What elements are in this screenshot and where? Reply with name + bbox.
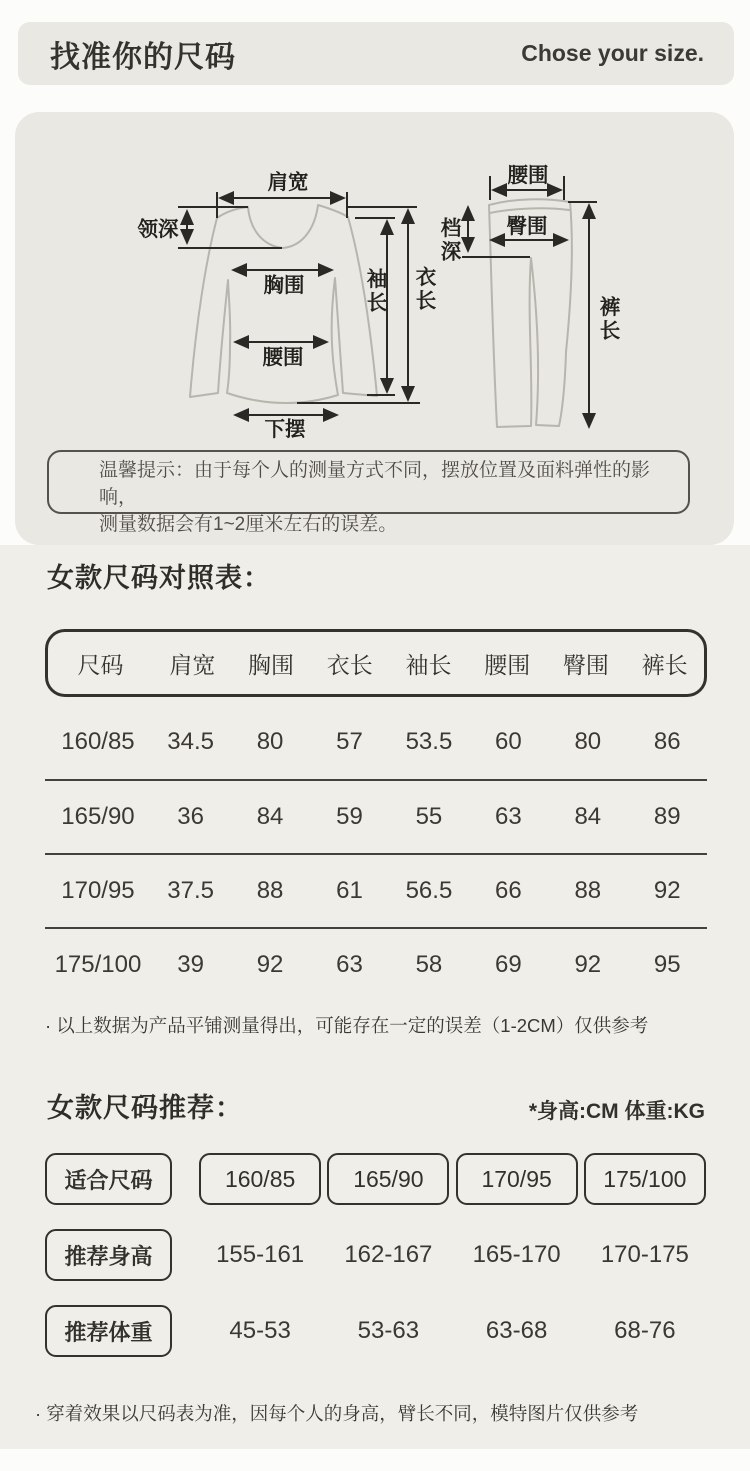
recommended-weight-row — [45, 1305, 709, 1357]
header-cell-hip: 臀围 — [562, 651, 609, 678]
size-table-header-row — [45, 629, 707, 697]
table-cell: 95 — [653, 951, 681, 978]
header-cell-length: 衣长 — [326, 651, 373, 678]
recommendation-rows — [45, 1153, 709, 1357]
rec-height-value: 155-161 — [216, 1241, 305, 1268]
rec-cell — [581, 1305, 709, 1357]
rec-cell — [453, 1305, 581, 1357]
page-title: 找准你的尺码 — [50, 40, 236, 74]
recommended-height-row — [45, 1229, 709, 1281]
rec-size-box: 170/95 — [456, 1153, 578, 1205]
tip-line-1: 温馨提示：由于每个人的测量方式不同，摆放位置及面料弹性的影响， — [99, 460, 651, 508]
table-cell: 61 — [336, 877, 363, 904]
table-row — [45, 705, 707, 779]
table-cell: 63 — [495, 803, 522, 830]
table-row — [45, 927, 707, 1001]
rec-cell — [324, 1229, 452, 1281]
header-cell-shoulder: 肩宽 — [169, 651, 216, 678]
rec-cell — [453, 1153, 581, 1205]
shirt-garment-length-label: 衣长 — [412, 266, 435, 313]
table-cell: 58 — [415, 951, 443, 978]
table-cell: 34.5 — [167, 728, 214, 755]
table-cell: 86 — [653, 728, 681, 755]
table-cell: 63 — [336, 951, 363, 978]
table-cell: 56.5 — [405, 877, 453, 904]
shirt-hem-label: 下摆 — [264, 418, 306, 441]
table-cell: 88 — [256, 877, 284, 904]
table-cell: 53.5 — [405, 728, 453, 755]
rec-weight-value: 45-53 — [229, 1317, 291, 1344]
table-cell: 69 — [495, 951, 522, 978]
table-cell: 80 — [256, 728, 284, 755]
pants-crotch-depth-label: 档深 — [437, 217, 460, 264]
header-cell-waist: 腰围 — [484, 651, 531, 678]
rec-cell — [581, 1229, 709, 1281]
shirt-waist-label: 腰围 — [262, 346, 304, 369]
measurement-card — [15, 112, 734, 545]
header-cell-pants: 裤长 — [641, 651, 688, 678]
size-table — [45, 629, 707, 1001]
size-table-body — [45, 705, 707, 1001]
rec-cell — [453, 1229, 581, 1281]
shirt-sleeve-length-label: 袖长 — [363, 268, 386, 315]
table-cell: 57 — [336, 728, 363, 755]
table-row — [45, 853, 707, 927]
table-cell: 92 — [574, 951, 602, 978]
measurement-diagram — [15, 112, 734, 450]
header-cell-sleeve: 袖长 — [405, 651, 452, 678]
rec-cells — [196, 1305, 709, 1357]
table-cell: 92 — [256, 951, 284, 978]
table-cell: 36 — [177, 803, 204, 830]
header-cell-size: 尺码 — [77, 651, 124, 678]
table-cell: 59 — [336, 803, 363, 830]
rec-size-box: 160/85 — [199, 1153, 321, 1205]
table-cell: 80 — [574, 728, 602, 755]
rec-height-value: 162-167 — [344, 1241, 433, 1268]
dimension-arrows — [178, 176, 597, 426]
recommended-size-row — [45, 1153, 709, 1205]
tip-line-2: 测量数据会有1~2厘米左右的误差。 — [99, 514, 398, 535]
rec-cell — [324, 1305, 452, 1357]
shirt-outline — [190, 205, 377, 403]
header-bar — [18, 22, 734, 85]
table-cell: 92 — [653, 877, 681, 904]
table-cell: 160/85 — [61, 728, 135, 755]
table-cell: 89 — [653, 803, 681, 830]
table-row — [45, 779, 707, 853]
measurement-tip-box — [47, 450, 690, 535]
table-cell: 66 — [495, 877, 522, 904]
rec-cells — [196, 1229, 709, 1281]
recommendation-header — [47, 1089, 705, 1127]
size-section — [0, 545, 750, 1449]
rec-cell — [196, 1305, 324, 1357]
table-cell: 60 — [495, 728, 522, 755]
rec-size-box: 175/100 — [584, 1153, 706, 1205]
table-cell: 175/100 — [54, 951, 142, 978]
rec-cells — [196, 1153, 709, 1205]
rec-label-box: 推荐体重 — [45, 1305, 172, 1357]
rec-label-box: 推荐身高 — [45, 1229, 172, 1281]
header-cell-chest: 胸围 — [248, 651, 295, 678]
pants-length-label: 裤长 — [596, 296, 619, 343]
shirt-shoulder-width-label: 肩宽 — [267, 171, 309, 194]
table-cell: 88 — [574, 877, 602, 904]
unit-note: *身高:CM 体重:KG — [528, 1100, 705, 1123]
bottom-note: · 穿着效果以尺码表为准，因每个人的身高，臂长不同，模特图片仅供参考 — [35, 1403, 639, 1424]
table-cell: 84 — [256, 803, 284, 830]
table-cell: 84 — [574, 803, 602, 830]
rec-weight-value: 63-68 — [485, 1317, 548, 1344]
rec-cell — [196, 1153, 324, 1205]
table-cell: 37.5 — [167, 877, 214, 904]
rec-cell — [196, 1229, 324, 1281]
size-table-title: 女款尺码对照表： — [47, 563, 271, 593]
rec-weight-value: 68-76 — [614, 1317, 676, 1344]
pants-waist-label: 腰围 — [507, 164, 549, 187]
table-cell: 55 — [415, 803, 443, 830]
recommendation-title: 女款尺码推荐： — [47, 1093, 243, 1123]
pants-hip-label: 臀围 — [506, 215, 548, 238]
rec-label-box: 适合尺码 — [45, 1153, 172, 1205]
shirt-neck-depth-label: 领深 — [137, 218, 179, 241]
table-cell: 165/90 — [61, 803, 135, 830]
rec-size-box: 165/90 — [327, 1153, 449, 1205]
page-subtitle: Chose your size. — [521, 40, 704, 66]
rec-height-value: 170-175 — [600, 1241, 689, 1268]
rec-height-value: 165-170 — [472, 1241, 561, 1268]
shirt-chest-label: 胸围 — [263, 274, 305, 297]
table-cell: 39 — [177, 951, 204, 978]
table-cell: 170/95 — [61, 877, 135, 904]
size-table-note: · 以上数据为产品平铺测量得出，可能存在一定的误差（1-2CM）仅供参考 — [45, 1015, 649, 1036]
rec-weight-value: 53-63 — [357, 1317, 420, 1344]
rec-cell — [581, 1153, 709, 1205]
rec-cell — [324, 1153, 452, 1205]
